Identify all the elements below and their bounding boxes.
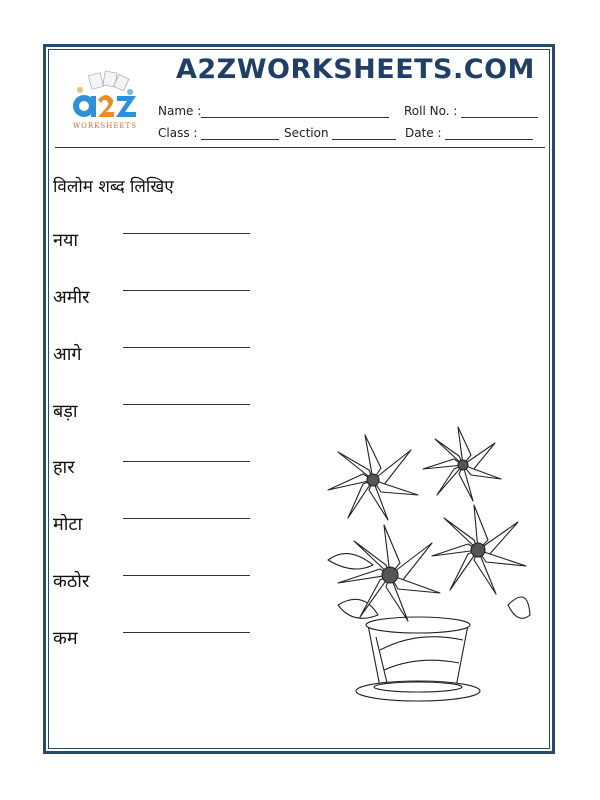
answer-line[interactable]: [123, 575, 250, 576]
answer-line[interactable]: [123, 233, 250, 234]
paper-stack-icon: [77, 71, 133, 95]
word-item: अमीर: [53, 287, 90, 308]
section-label: Section: [284, 126, 329, 140]
header-divider: [55, 147, 545, 148]
answer-line[interactable]: [123, 404, 250, 405]
roll-label: Roll No. :: [404, 104, 458, 118]
instruction-heading: विलोम शब्द लिखिए: [53, 177, 174, 197]
leaf-icon: [508, 597, 530, 618]
leaf-icon: [338, 599, 378, 618]
date-field[interactable]: [405, 126, 533, 140]
roll-blank[interactable]: [461, 105, 538, 118]
class-blank[interactable]: [201, 127, 279, 140]
roll-field[interactable]: [404, 104, 538, 118]
section-field[interactable]: [284, 126, 396, 140]
logo-tagline: WORKSHEETS: [72, 122, 138, 130]
poinsettia-pot-illustration: [318, 425, 533, 715]
word-item: मोटा: [53, 514, 83, 535]
name-label: Name :: [158, 104, 202, 118]
word-item: कठोर: [53, 571, 90, 592]
word-item: आगे: [53, 344, 82, 365]
answer-line[interactable]: [123, 290, 250, 291]
date-blank[interactable]: [445, 127, 533, 140]
answer-line[interactable]: [123, 461, 250, 462]
site-title: A2ZWORKSHEETS.COM: [176, 54, 535, 85]
a2z-logo: [64, 70, 146, 132]
flower-icon: [328, 435, 418, 520]
answer-line[interactable]: [123, 632, 250, 633]
pot-icon: [368, 625, 468, 687]
date-label: Date :: [405, 126, 442, 140]
answer-line[interactable]: [123, 347, 250, 348]
leaf-icon: [328, 554, 373, 569]
word-item: कम: [53, 628, 78, 649]
name-blank[interactable]: [201, 105, 389, 118]
word-item: नया: [53, 230, 79, 251]
flower-icon: [423, 427, 501, 501]
answer-line[interactable]: [123, 518, 250, 519]
word-item: हार: [53, 457, 75, 478]
flower-icon: [432, 505, 526, 594]
class-label: Class :: [158, 126, 198, 140]
name-field[interactable]: [158, 104, 389, 118]
word-item: बड़ा: [53, 401, 78, 422]
class-field[interactable]: [158, 126, 279, 140]
section-blank[interactable]: [332, 127, 396, 140]
